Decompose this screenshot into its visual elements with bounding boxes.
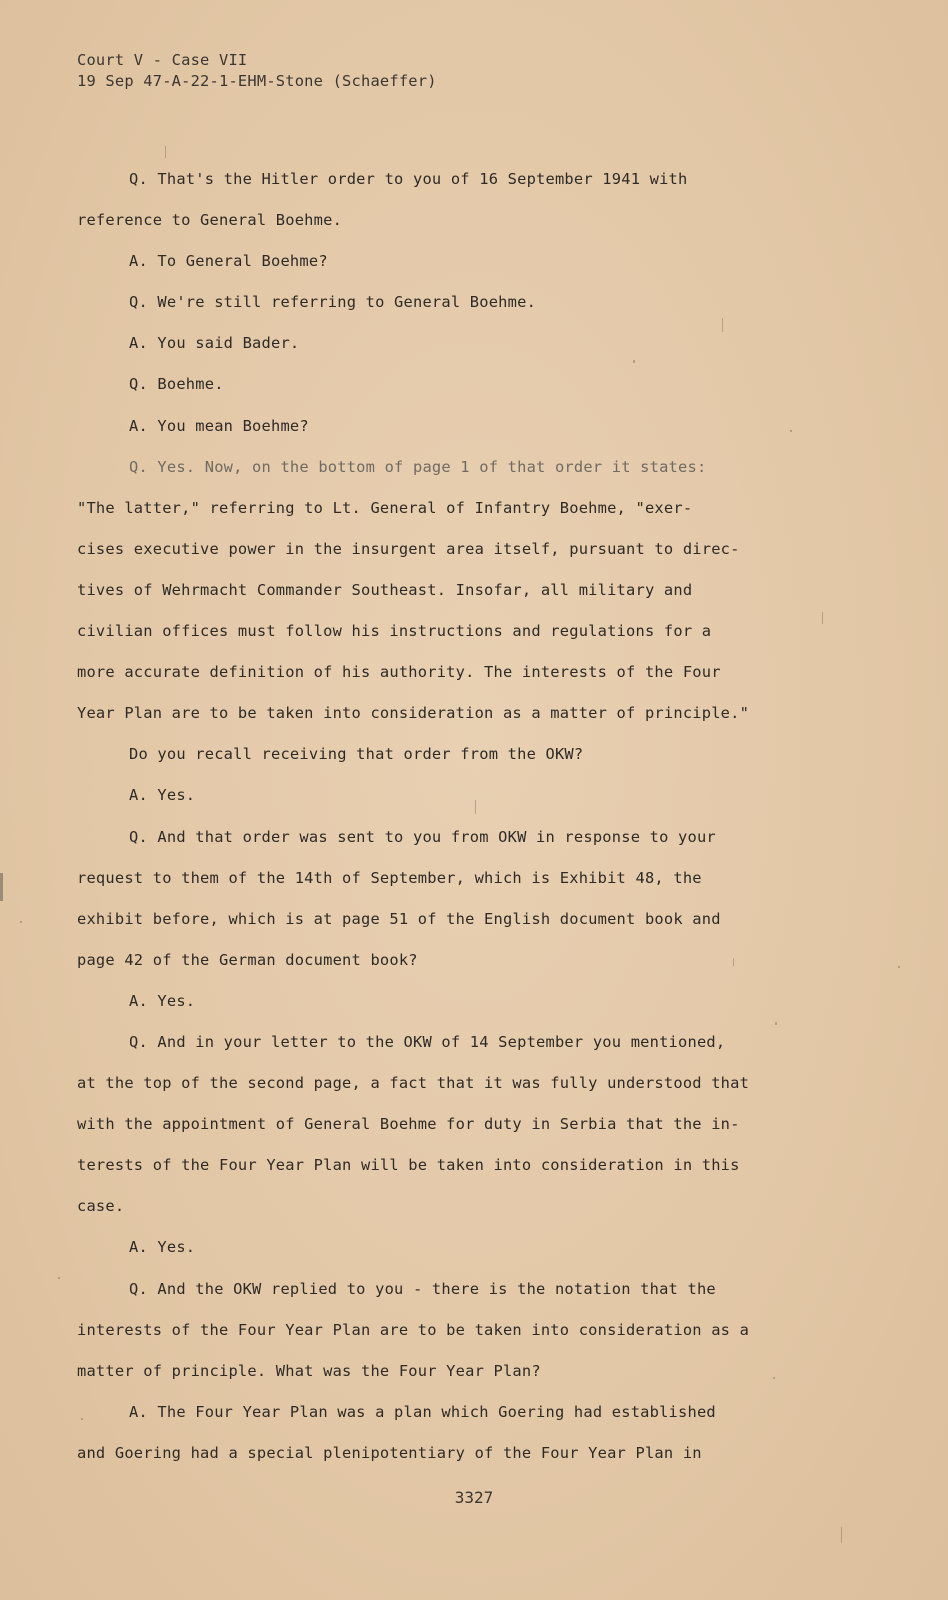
transcript-line: A. To General Boehme? bbox=[129, 252, 328, 271]
transcript-line: with the appointment of General Boehme for duty in Serbia that the in- bbox=[77, 1115, 740, 1134]
transcript-line: civilian offices must follow his instructions and regulations for a bbox=[77, 622, 712, 641]
transcript-line: A. Yes. bbox=[129, 1238, 196, 1257]
transcript-line: Q. That's the Hitler order to you of 16 September 1941 with bbox=[129, 170, 688, 188]
transcript-line: interests of the Four Year Plan are to be taken into consideration as a bbox=[77, 1320, 750, 1339]
paper-speck bbox=[633, 360, 635, 363]
paper-speck bbox=[722, 318, 723, 332]
transcript-line: A. You mean Boehme? bbox=[129, 416, 309, 435]
transcript-line: exhibit before, which is at page 51 of the English document book and bbox=[77, 909, 721, 928]
transcript-line: reference to General Boehme. bbox=[77, 211, 343, 230]
transcript-line: Q. We're still referring to General Boehme. bbox=[129, 293, 537, 312]
paper-speck bbox=[58, 1277, 60, 1279]
transcript-line: request to them of the 14th of September, which is Exhibit 48, the bbox=[77, 868, 702, 887]
transcript-line: Q. And the OKW replied to you - there is the notation that the bbox=[129, 1279, 716, 1298]
transcript-line: and Goering had a special plenipotentiary of the Four Year Plan in bbox=[77, 1443, 702, 1462]
transcript-body bbox=[77, 167, 817, 1482]
transcript-line: matter of principle. What was the Four Year Plan? bbox=[77, 1361, 541, 1380]
page-number: 3327 bbox=[454, 1488, 494, 1507]
document-header bbox=[77, 50, 437, 92]
paper-speck bbox=[773, 1377, 775, 1379]
paper-speck bbox=[165, 146, 166, 158]
transcript-line: Do you recall receiving that order from the OKW? bbox=[129, 745, 584, 764]
transcript-line: A. Yes. bbox=[129, 786, 196, 805]
transcript-line: Q. Yes. Now, on the bottom of page 1 of that order it states: bbox=[129, 457, 707, 476]
transcript-line: Q. And in your letter to the OKW of 14 September you mentioned, bbox=[129, 1032, 726, 1051]
transcript-line: A. The Four Year Plan was a plan which Goering had established bbox=[129, 1402, 716, 1421]
transcript-line: terests of the Four Year Plan will be taken into consideration in this bbox=[77, 1156, 740, 1175]
paper-speck bbox=[898, 966, 900, 968]
transcript-line: tives of Wehrmacht Commander Southeast. Insofar, all military and bbox=[77, 580, 693, 599]
paper-speck bbox=[841, 1527, 842, 1543]
transcript-line: cises executive power in the insurgent area itself, pursuant to direc- bbox=[77, 539, 740, 558]
transcript-line: "The latter," referring to Lt. General of Infantry Boehme, "exer- bbox=[77, 498, 693, 517]
paper-speck bbox=[475, 800, 476, 814]
paper-speck bbox=[81, 1418, 83, 1420]
transcript-line: page 42 of the German document book? bbox=[77, 950, 418, 969]
paper-speck bbox=[733, 958, 734, 966]
transcript-line: A. Yes. bbox=[129, 991, 196, 1010]
paper-speck bbox=[822, 612, 823, 624]
transcript-line: A. You said Bader. bbox=[129, 334, 300, 353]
paper-speck bbox=[20, 921, 22, 923]
transcript-line: case. bbox=[77, 1197, 125, 1216]
paper-speck bbox=[775, 1022, 777, 1025]
paper-speck bbox=[0, 873, 3, 901]
paper-speck bbox=[790, 430, 792, 432]
header-reference: 19 Sep 47-A-22-1-EHM-Stone (Schaeffer) bbox=[77, 72, 437, 90]
transcript-line: more accurate definition of his authority. The interests of the Four bbox=[77, 663, 721, 682]
transcript-line: Year Plan are to be taken into consideration as a matter of principle." bbox=[77, 704, 750, 723]
header-court-case: Court V - Case VII bbox=[77, 51, 248, 69]
transcript-line: at the top of the second page, a fact that it was fully understood that bbox=[77, 1074, 750, 1093]
transcript-line: Q. Boehme. bbox=[129, 375, 224, 394]
transcript-line: Q. And that order was sent to you from OKW in response to your bbox=[129, 827, 716, 846]
